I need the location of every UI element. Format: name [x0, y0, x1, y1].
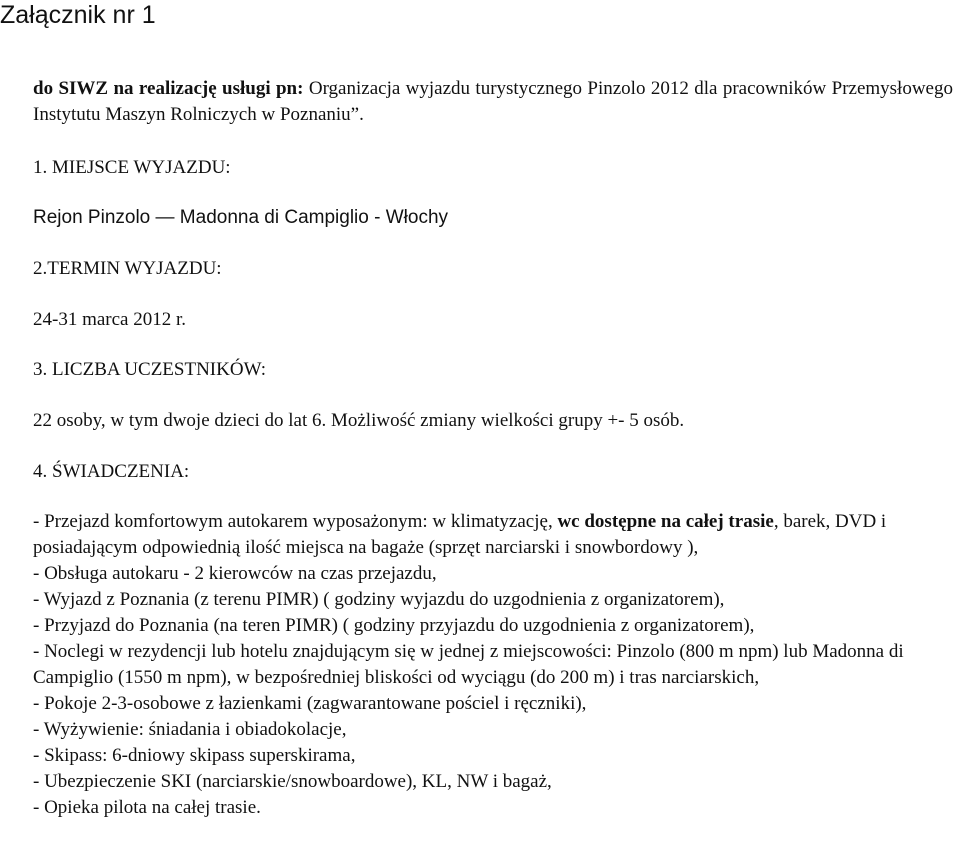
- benefit-item: [33, 509, 953, 561]
- section-2-heading: 2.TERMIN WYJAZDU:: [33, 258, 222, 279]
- section-4-heading: 4. ŚWIADCZENIA:: [33, 461, 190, 482]
- benefit-item: - Przyjazd do Poznania (na teren PIMR) ( godziny przyjazdu do uzgodnienia z organizatorem),: [33, 615, 755, 636]
- section-1-text: Rejon Pinzolo — Madonna di Campiglio - Włochy: [33, 207, 449, 228]
- section-1-heading: 1. MIEJSCE WYJAZDU:: [33, 157, 231, 178]
- benefit-item: - Obsługa autokaru - 2 kierowców na czas przejazdu,: [33, 563, 437, 584]
- benefit-item: - Pokoje 2-3-osobowe z łazienkami (zagwarantowane pościel i ręczniki),: [33, 693, 587, 714]
- benefit-item: - Noclegi w rezydencji lub hotelu znajdującym się w jednej z miejscowości: Pinzolo (800 m npm) lub Madonna di Campiglio (1550 m npm), w bezpośredniej bliskości od wyciągu (do 200 m) i tras narciarskich,: [33, 641, 904, 688]
- intro-paragraph: [33, 76, 953, 128]
- benefits-list: [33, 509, 953, 821]
- benefit-1-post: , barek, DVD i posiadającym odpowiednią ilość miejsca na bagaże (sprzęt narciarski i snowbordowy ),: [33, 511, 887, 558]
- section-3-text: 22 osoby, w tym dwoje dzieci do lat 6. Możliwość zmiany wielkości grupy +- 5 osób.: [33, 410, 685, 431]
- benefit-item: - Skipass: 6-dniowy skipass superskirama,: [33, 745, 356, 766]
- benefit-item: - Wyjazd z Poznania (z terenu PIMR) ( godziny wyjazdu do uzgodnienia z organizatorem),: [33, 589, 725, 610]
- benefit-item: - Opieka pilota na całej trasie.: [33, 797, 261, 818]
- benefit-item: - Ubezpieczenie SKI (narciarskie/snowboardowe), KL, NW i bagaż,: [33, 771, 552, 792]
- intro-text: Organizacja wyjazdu turystycznego Pinzolo 2012 dla pracowników Przemysłowego Instytutu Maszyn Rolniczych w Poznaniu”.: [33, 78, 953, 125]
- section-2-text: 24-31 marca 2012 r.: [33, 309, 187, 330]
- benefit-item: - Wyżywienie: śniadania i obiadokolacje,: [33, 719, 347, 740]
- section-3-heading: 3. LICZBA UCZESTNIKÓW:: [33, 359, 267, 380]
- benefit-1-bold: wc dostępne na całej trasie: [557, 511, 774, 532]
- benefit-1-pre: - Przejazd komfortowym autokarem wyposażonym: w klimatyzację,: [33, 511, 558, 532]
- intro-bold: do SIWZ na realizację usługi pn:: [33, 78, 304, 99]
- document-title: Załącznik nr 1: [0, 1, 156, 29]
